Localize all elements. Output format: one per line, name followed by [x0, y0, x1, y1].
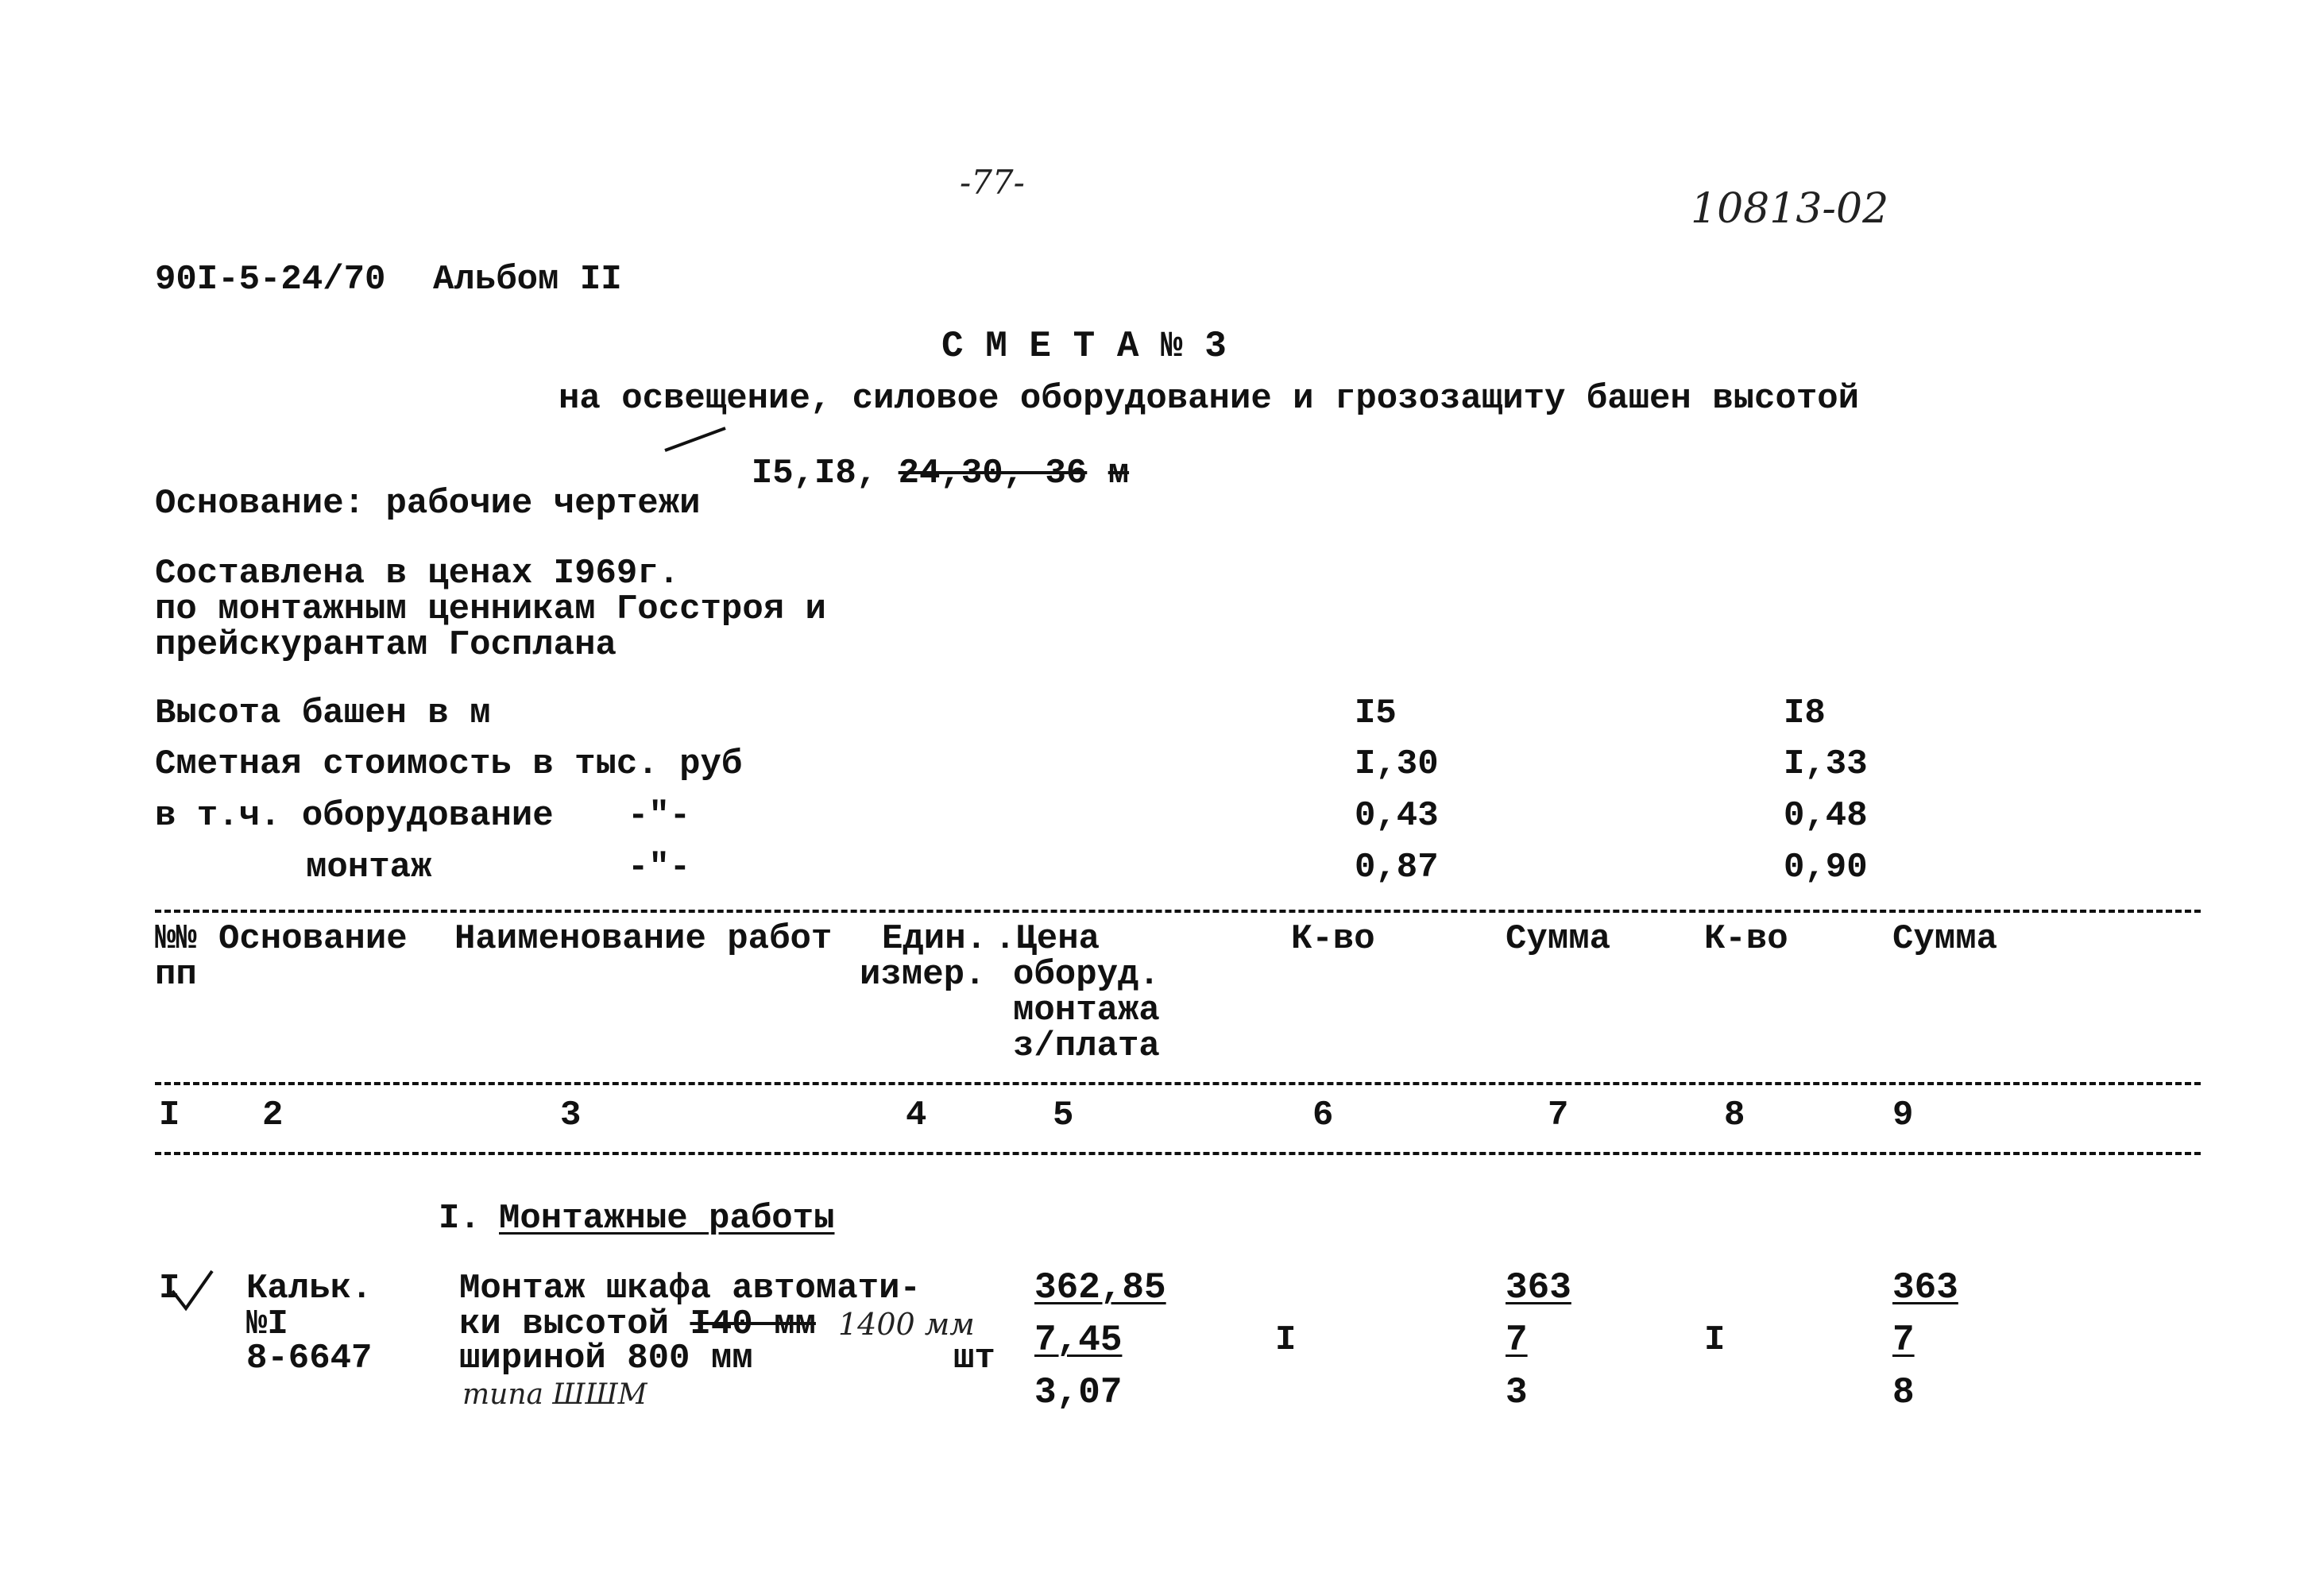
row1-unit: шт [953, 1339, 995, 1378]
header-unit-2: измер. [860, 955, 986, 995]
header-sum-1: Сумма [1506, 919, 1611, 959]
row1-name-4-hand: типа ШШМ [462, 1378, 647, 1411]
heights-line [709, 421, 1129, 491]
summary-v18-install: 0,90 [1784, 848, 1868, 887]
row1-sum2-equipment: 363 [1892, 1267, 1958, 1308]
header-price-4: з/плата [1013, 1026, 1160, 1066]
section-number: I. [439, 1199, 481, 1239]
header-price-3: монтажа [1013, 991, 1160, 1030]
row1-price-salary: 3,07 [1034, 1372, 1123, 1413]
check-mark [168, 1267, 216, 1315]
summary-v18-equipment: 0,48 [1784, 796, 1868, 836]
summary-label-equipment: в т.ч. оборудование [155, 796, 554, 836]
col-number-2: 2 [262, 1096, 284, 1135]
row1-name-2-prefix: ки высотой [459, 1304, 690, 1344]
header-num-1: №№ [155, 919, 197, 959]
col-number-5: 5 [1053, 1096, 1074, 1135]
col-number-1: I [159, 1096, 180, 1135]
header-name: Наименование работ [454, 919, 833, 959]
row1-sum1-salary: 3 [1506, 1372, 1528, 1413]
summary-label-cost: Сметная стоимость в тыс. руб [155, 744, 743, 784]
row1-qty-2: I [1704, 1320, 1726, 1360]
header-qty-2: К-во [1704, 919, 1788, 959]
row1-qty-1: I [1275, 1320, 1297, 1360]
header-price-2: оборуд. [1013, 955, 1160, 995]
compiled-line-1: Составлена в ценах I969г. [155, 554, 680, 593]
table-rule-mid [155, 1082, 2201, 1085]
album-label: Альбом II [433, 260, 622, 299]
summary-v15-install: 0,87 [1355, 848, 1439, 887]
col-number-3: 3 [560, 1096, 582, 1135]
table-rule-top [155, 910, 2201, 913]
row1-basis-2: №I [246, 1304, 288, 1344]
header-qty-1: К-во [1291, 919, 1375, 959]
summary-label-height: Высота башен в м [155, 694, 491, 733]
summary-v18-height: I8 [1784, 694, 1826, 733]
heights-unit: м [1107, 454, 1130, 493]
header-num-2: пп [155, 955, 197, 995]
summary-label-install: монтаж [306, 848, 432, 887]
header-basis: Основание [218, 919, 408, 959]
basis-line: Основание: рабочие чертежи [155, 484, 701, 524]
row1-number: I [159, 1269, 180, 1308]
document-subtitle: на освещение, силовое оборудование и грозозащиту башен высотой [559, 379, 1860, 419]
table-rule-bottom [155, 1152, 2201, 1155]
row1-sum2-install: 7 [1892, 1320, 1915, 1361]
section-title: Монтажные работы [499, 1199, 835, 1239]
summary-unit-equipment: -"- [628, 796, 691, 836]
heights-struck: 24,30, 36 [898, 454, 1088, 493]
summary-unit-install: -"- [628, 848, 691, 887]
series-code: 90I-5-24/70 [155, 260, 386, 299]
col-number-7: 7 [1548, 1096, 1569, 1135]
col-number-8: 8 [1724, 1096, 1745, 1135]
summary-v18-cost: I,33 [1784, 744, 1868, 784]
compiled-line-3: прейскурантам Госплана [155, 625, 617, 665]
header-sum-2: Сумма [1892, 919, 1998, 959]
page-number: -77- [960, 163, 1025, 202]
header-price-1: .Цена [995, 919, 1100, 959]
row1-name-1: Монтаж шкафа автомати- [459, 1269, 921, 1308]
row1-basis-3: 8-6647 [246, 1339, 373, 1378]
row1-sum1-install: 7 [1506, 1320, 1528, 1361]
row1-name-2-hand: 1400 мм [838, 1307, 975, 1342]
row1-sum1-equipment: 363 [1506, 1267, 1571, 1308]
row1-sum2-salary: 8 [1892, 1372, 1915, 1413]
strike-line [665, 428, 725, 450]
compiled-line-2: по монтажным ценникам Госстроя и [155, 589, 826, 629]
row1-name-3: шириной 800 мм [459, 1339, 753, 1378]
row1-price-equipment: 362,85 [1034, 1267, 1166, 1308]
summary-v15-height: I5 [1355, 694, 1397, 733]
row1-name-2-struck: I40 мм [690, 1304, 816, 1344]
heights-kept: I5,I8, [751, 454, 878, 493]
header-unit-1: Един. [882, 919, 988, 959]
row1-price-install: 7,45 [1034, 1320, 1123, 1361]
col-number-6: 6 [1312, 1096, 1334, 1135]
row1-name-2 [459, 1304, 816, 1344]
check-mark-stroke [172, 1271, 212, 1308]
strike-mark-heights [663, 425, 727, 453]
col-number-9: 9 [1892, 1096, 1914, 1135]
summary-v15-cost: I,30 [1355, 744, 1439, 784]
document-code: 10813-02 [1691, 185, 1889, 233]
document-title: С М Е Т А № 3 [941, 326, 1227, 367]
row1-basis-1: Кальк. [246, 1269, 373, 1308]
summary-v15-equipment: 0,43 [1355, 796, 1439, 836]
col-number-4: 4 [906, 1096, 927, 1135]
